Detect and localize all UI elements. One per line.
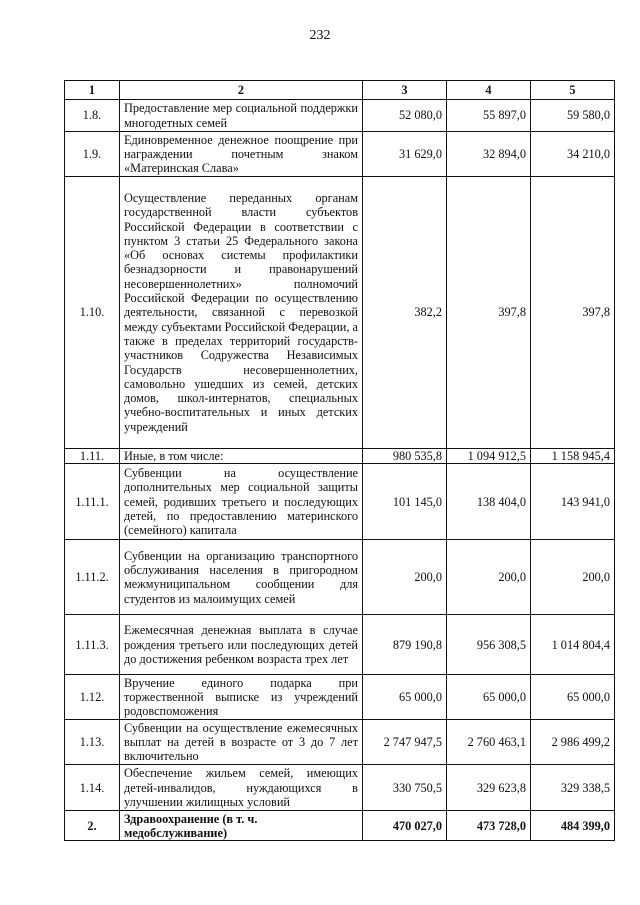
row-description: Осуществление переданных органам государственной власти субъектов Российской Федерации в соответствии с пунктом 3 статьи 25 Федерального закона «Об основах системы профилактики безнадзорности и правонарушений несовершеннолетних» полномочий Российской Федерации по осуществлению деятельности, связанной с перевозкой между субъектами Российской Федерации, а также в пределах территорий государств-участников Содружества Независимых Государств несовершеннолетних, самовольно ушедших из семей, детских домов, школ-интернатов, специальных учебно-воспитательных и иных детских учреждений [120,177,363,449]
row-value-col3: 470 027,0 [363,811,447,841]
table-row [65,464,615,540]
row-description: Иные, в том числе: [120,449,363,464]
table-row-total-healthcare [65,811,615,841]
table-row [65,177,615,449]
row-value-col4: 32 894,0 [447,132,531,177]
row-value-col4: 473 728,0 [447,811,531,841]
row-description: Предоставление мер социальной поддержки многодетных семей [120,100,363,132]
row-value-col4: 65 000,0 [447,675,531,720]
table-row [65,720,615,765]
row-value-col3: 2 747 947,5 [363,720,447,765]
row-value-col5: 143 941,0 [531,464,615,540]
row-number: 1.8. [65,100,120,132]
budget-table [64,80,615,841]
row-number: 1.9. [65,132,120,177]
header-col-3: 3 [363,81,447,100]
row-value-col4: 1 094 912,5 [447,449,531,464]
row-value-col4: 329 623,8 [447,765,531,811]
row-value-col3: 980 535,8 [363,449,447,464]
header-col-5: 5 [531,81,615,100]
header-col-4: 4 [447,81,531,100]
row-value-col4: 2 760 463,1 [447,720,531,765]
row-value-col3: 330 750,5 [363,765,447,811]
row-value-col5: 59 580,0 [531,100,615,132]
row-number: 1.12. [65,675,120,720]
row-value-col3: 382,2 [363,177,447,449]
row-value-col4: 200,0 [447,540,531,615]
table-row [65,100,615,132]
row-value-col3: 52 080,0 [363,100,447,132]
row-value-col3: 200,0 [363,540,447,615]
row-value-col5: 65 000,0 [531,675,615,720]
row-value-col4: 138 404,0 [447,464,531,540]
row-value-col4: 55 897,0 [447,100,531,132]
row-description: Субвенции на осуществление дополнительных мер социальной защиты семей, родивших третьего и последующих детей, по предоставлению материнского (семейного) капитала [120,464,363,540]
row-value-col3: 65 000,0 [363,675,447,720]
table-row [65,449,615,464]
header-col-2: 2 [120,81,363,100]
row-description-line: Здравоохранение [124,811,220,826]
table-header-row [65,81,615,100]
row-description: Субвенции на осуществление ежемесячных выплат на детей в возрасте от 3 до 7 лет включительно [120,720,363,765]
row-number: 1.14. [65,765,120,811]
row-description-line: (в т. ч. медобслуживание) [124,811,258,840]
header-col-1: 1 [65,81,120,100]
row-value-col5: 1 014 804,4 [531,615,615,675]
row-value-col3: 879 190,8 [363,615,447,675]
row-number: 1.11. [65,449,120,464]
row-value-col5: 34 210,0 [531,132,615,177]
row-value-col5: 200,0 [531,540,615,615]
row-value-col3: 101 145,0 [363,464,447,540]
row-number: 1.10. [65,177,120,449]
row-value-col5: 1 158 945,4 [531,449,615,464]
row-description: Ежемесячная денежная выплата в случае рождения третьего или последующих детей до достижения ребенком возраста трех лет [120,615,363,675]
table-row [65,765,615,811]
row-description: Единовременное денежное поощрение при награждении почетным знаком «Материнская Слава» [120,132,363,177]
row-number: 1.13. [65,720,120,765]
row-value-col5: 2 986 499,2 [531,720,615,765]
row-description [120,811,363,841]
row-value-col5: 484 399,0 [531,811,615,841]
table-row [65,132,615,177]
row-value-col5: 329 338,5 [531,765,615,811]
row-value-col3: 31 629,0 [363,132,447,177]
row-value-col5: 397,8 [531,177,615,449]
page-number: 232 [309,28,331,43]
table-row [65,540,615,615]
row-value-col4: 956 308,5 [447,615,531,675]
row-number: 2. [65,811,120,841]
row-number: 1.11.1. [65,464,120,540]
table-row [65,675,615,720]
row-number: 1.11.3. [65,615,120,675]
row-description: Вручение единого подарка при торжественной выписке из учреждений родовспоможения [120,675,363,720]
row-number: 1.11.2. [65,540,120,615]
row-description: Обеспечение жильем семей, имеющих детей-инвалидов, нуждающихся в улучшении жилищных условий [120,765,363,811]
row-description: Субвенции на организацию транспортного обслуживания населения в пригородном межмуниципальном сообщении для студентов из малоимущих семей [120,540,363,615]
row-value-col4: 397,8 [447,177,531,449]
table-row [65,615,615,675]
